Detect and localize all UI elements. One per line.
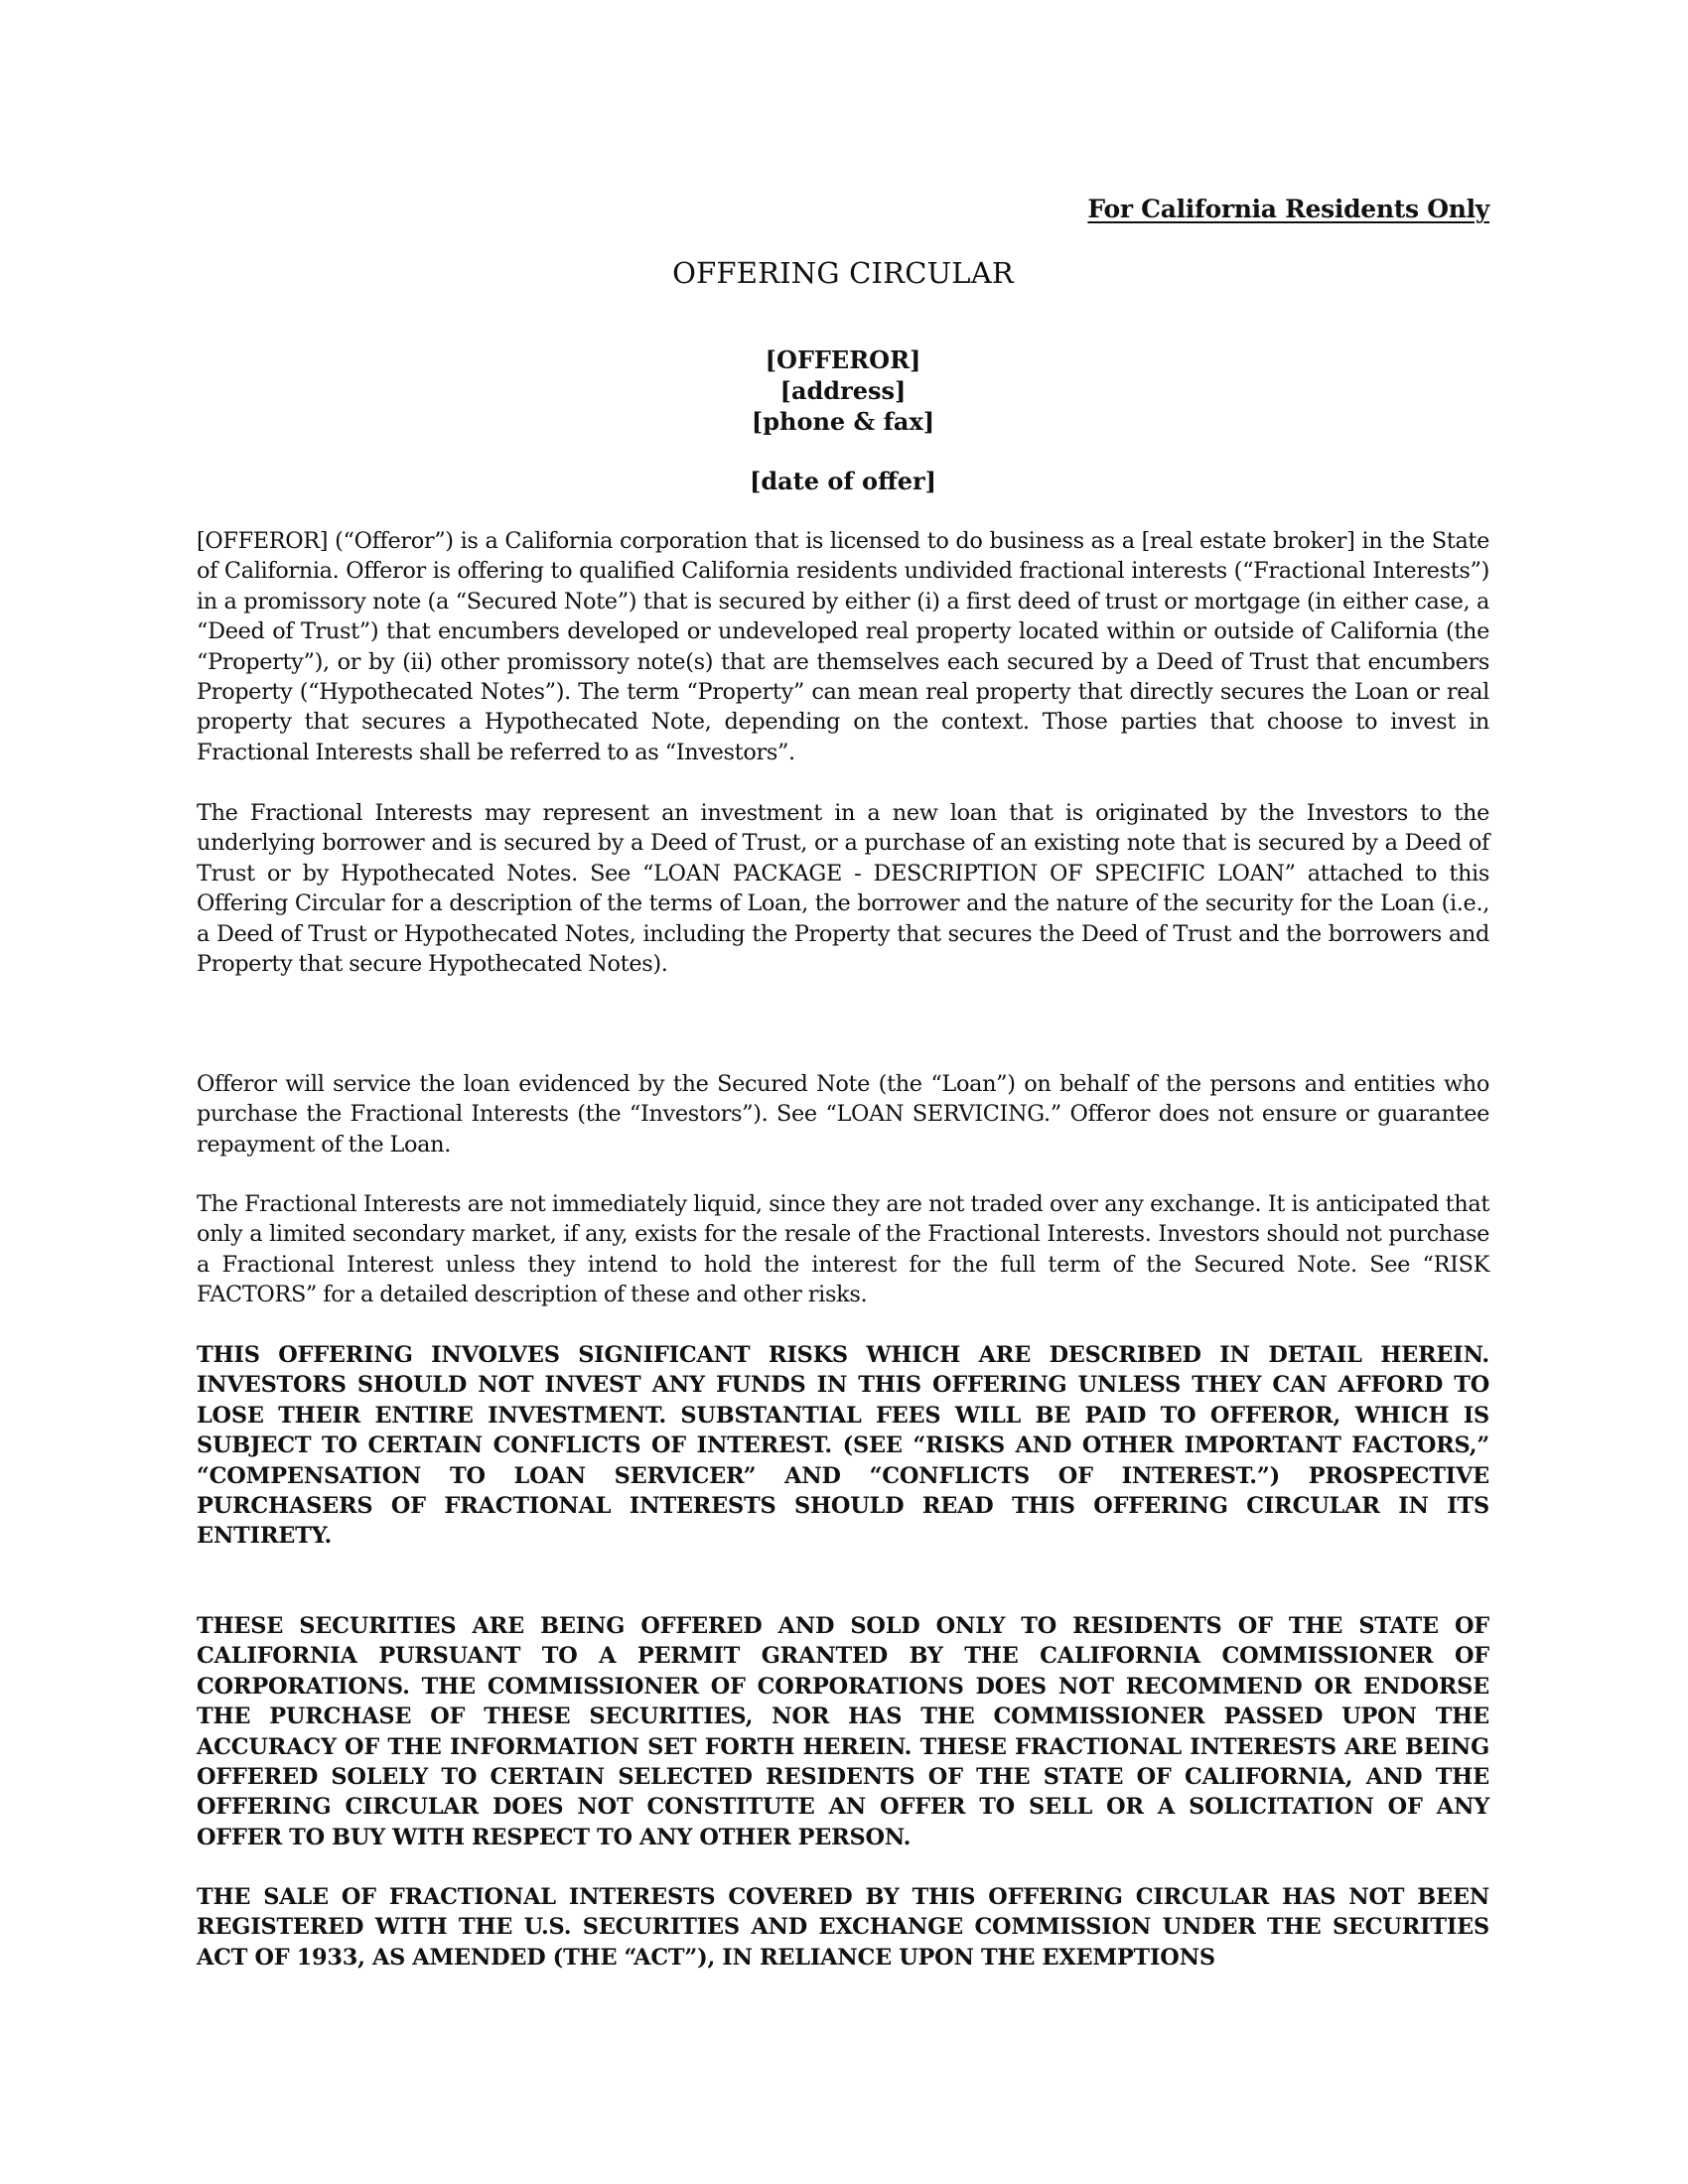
sec-registration-notice: THE SALE OF FRACTIONAL INTERESTS COVERED BY THIS OFFERING CIRCULAR HAS NOT BEEN REGISTERED WITH THE U.S. SECURITIES AND EXCHANGE COMMISSION UNDER THE SECURITIES ACT OF 1933, AS AMENDED (THE “ACT”), IN RELIANCE UPON THE EXEMPTIONS [197,1884,1489,1971]
loan-servicing-paragraph: Offeror will service the loan evidenced by the Secured Note (the “Loan”) on behalf of the persons and entities who purchase the Fractional Interests (the “Investors”). See “LOAN SERVICING.” Offeror does not ensure or guarantee repayment of the Loan. [197,1071,1489,1158]
liquidity-paragraph: The Fractional Interests are not immediately liquid, since they are not traded over any exchange. It is anticipated that only a limited secondary market, if any, exists for the resale of the Fractional Interests. Investors should not purchase a Fractional Interest unless they intend to hold the interest for the full term of the Secured Note. See “RISK FACTORS” for a detailed description of these and other risks. [197,1191,1489,1308]
offeror-phone-fax: [phone & fax] [751,407,935,436]
offeror-name: [OFFEROR] [765,345,921,374]
offeror-address: [address] [779,376,907,405]
california-permit-notice: THESE SECURITIES ARE BEING OFFERED AND SOLD ONLY TO RESIDENTS OF THE STATE OF CALIFORNIA PURSUANT TO A PERMIT GRANTED BY THE CALIFORNIA COMMISSIONER OF CORPORATIONS. THE COMMISSIONER OF CORPORATIONS DOES NOT RECOMMEND OR ENDORSE THE PURCHASE OF THESE SECURITIES, NOR HAS THE COMMISSIONER PASSED UPON THE ACCURACY OF THE INFORMATION SET FORTH HEREIN. THESE FRACTIONAL INTERESTS ARE BEING OFFERED SOLELY TO CERTAIN SELECTED RESIDENTS OF THE STATE OF CALIFORNIA, AND THE OFFERING CIRCULAR DOES NOT CONSTITUTE AN OFFER TO SELL OR A SOLICITATION OF ANY OFFER TO BUY WITH RESPECT TO ANY OTHER PERSON. [197,1613,1489,1850]
jurisdiction-notice: For California Residents Only [1087,195,1489,223]
offeror-block [197,344,1489,437]
fractional-interests-paragraph: The Fractional Interests may represent an investment in a new loan that is originated by the Investors to the underlying borrower and is secured by a Deed of Trust, or a purchase of an existing note that is secured by a Deed of Trust or by Hypothecated Notes. See “LOAN PACKAGE - DESCRIPTION OF SPECIFIC LOAN” attached to this Offering Circular for a description of the terms of Loan, the borrower and the nature of the security for the Loan (i.e., a Deed of Trust or Hypothecated Notes, including the Property that secures the Deed of Trust and the borrowers and Property that secure Hypothecated Notes). [197,800,1489,978]
document-title: OFFERING CIRCULAR [672,256,1014,290]
risk-notice: THIS OFFERING INVOLVES SIGNIFICANT RISKS WHICH ARE DESCRIBED IN DETAIL HEREIN. INVESTORS SHOULD NOT INVEST ANY FUNDS IN THIS OFFERING UNLESS THEY CAN AFFORD TO LOSE THEIR ENTIRE INVESTMENT. SUBSTANTIAL FEES WILL BE PAID TO OFFEROR, WHICH IS SUBJECT TO CERTAIN CONFLICTS OF INTEREST. (SEE “RISKS AND OTHER IMPORTANT FACTORS,” “COMPENSATION TO LOAN SERVICER” AND “CONFLICTS OF INTEREST.”) PROSPECTIVE PURCHASERS OF FRACTIONAL INTERESTS SHOULD READ THIS OFFERING CIRCULAR IN ITS ENTIRETY. [197,1342,1489,1550]
intro-paragraph: [OFFEROR] (“Offeror”) is a California corporation that is licensed to do business as a [real estate broker] in the State of California. Offeror is offering to qualified California residents undivided fractional interests (“Fractional Interests”) in a promissory note (a “Secured Note”) that is secured by either (i) a first deed of trust or mortgage (in either case, a “Deed of Trust”) that encumbers developed or undeveloped real property located within or outside of California (the “Property”), or by (ii) other promissory note(s) that are themselves each secured by a Deed of Trust that encumbers Property (“Hypothecated Notes”). The term “Property” can mean real property that directly secures the Loan or real property that secures a Hypothecated Note, depending on the context. Those parties that choose to invest in Fractional Interests shall be referred to as “Investors”. [197,528,1489,765]
date-of-offer: [date of offer] [749,467,937,495]
